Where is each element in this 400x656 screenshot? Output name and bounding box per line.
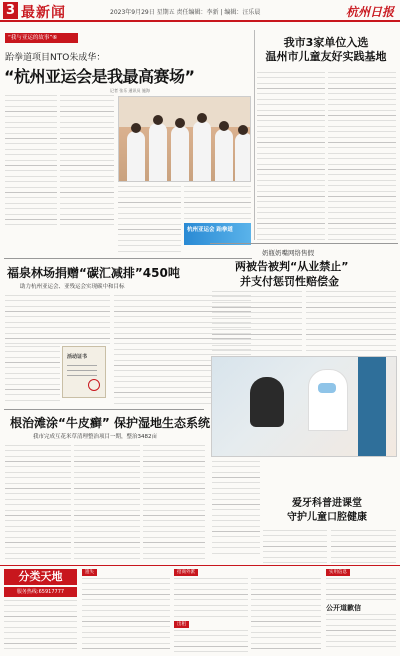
classifieds-title: 分类天地 <box>4 569 77 585</box>
right1-headline-line2: 温州市儿童友好实践基地 <box>265 50 387 63</box>
right1-headline-line1: 我市3家单位入选 <box>283 36 369 49</box>
right3-body-col1 <box>212 461 260 557</box>
article3-subtitle: 我市完成互花米草清理整治项目一期，整治3482亩 <box>33 434 157 440</box>
certificate-title: 活动证书 <box>67 354 88 360</box>
right2-headline-line1: 两被告被判“从业禁止” <box>235 260 349 273</box>
classified-section-0: 遗失 <box>82 569 97 576</box>
right1-body-col1 <box>257 72 325 240</box>
classifieds-body-col1 <box>4 600 77 652</box>
right3-body-col2 <box>263 530 327 563</box>
right3-headline-line1: 爱牙科普进课堂 <box>292 498 362 509</box>
issue-meta: 2023年9月29日 星期五 责任编辑：李新 | 编辑：汪乐晨 <box>110 9 261 16</box>
lead-photo <box>118 96 251 182</box>
classifieds-body-col3a <box>174 578 248 618</box>
classifieds-body-col3b <box>174 630 248 652</box>
right1-headline <box>256 36 396 64</box>
banner-text: 杭州亚运会 跆拳道 <box>187 227 233 233</box>
page-header <box>0 0 400 22</box>
column-rule <box>254 30 255 240</box>
asian-games-banner <box>184 223 251 245</box>
divider <box>4 409 204 410</box>
lead-subtitle: 跆拳道项目NTO朱成华： <box>5 53 106 63</box>
section-title: 最新闻 <box>21 5 66 21</box>
dental-class-photo <box>211 356 397 457</box>
series-tag: “我与亚运的故事”⑥ <box>5 33 78 43</box>
classifieds-body-col5a <box>326 578 396 600</box>
article2-headline: 福泉林场捐赠“碳汇减排”450吨 <box>7 266 180 280</box>
classified-section-3: 实用信息 <box>326 569 350 576</box>
divider <box>210 243 398 244</box>
right3-headline <box>262 497 392 525</box>
right2-headline-line2: 并支付惩罚性赔偿金 <box>240 275 339 288</box>
article3-body-col2 <box>74 445 140 560</box>
right2-body-col2 <box>306 291 396 353</box>
article2-body-col1 <box>5 295 110 345</box>
divider <box>0 565 400 566</box>
article2-body-col1b <box>5 346 60 405</box>
article2-subtitle: 助力杭州亚运会、亚残运会实现碳中和目标 <box>20 284 125 290</box>
classifieds-body-col5b <box>326 614 396 652</box>
lead-headline: “杭州亚运会是我最高赛场” <box>4 67 195 86</box>
lead-credit: 记者 张乐 通讯员 施海 <box>110 88 150 93</box>
classifieds-body-col2 <box>82 578 170 652</box>
classifieds-body-col4 <box>251 578 321 652</box>
page-number: 3 <box>3 2 18 19</box>
article3-headline: 根治滩涂“牛皮癣” 保护湿地生态系统 <box>10 416 210 430</box>
article3-body-col1 <box>5 445 71 560</box>
right2-body-col1 <box>212 291 302 353</box>
lead-body-col2 <box>60 95 114 228</box>
article3-body-col3 <box>143 445 205 560</box>
right1-body-col2 <box>328 72 396 240</box>
right3-headline-line2: 守护儿童口腔健康 <box>287 512 367 523</box>
newspaper-logo: 杭州日报 <box>345 5 394 19</box>
lead-body-col1 <box>5 95 57 228</box>
right3-body-col3 <box>331 530 396 563</box>
classified-section-1: 招商外派 <box>174 569 198 576</box>
certificate-image <box>62 346 106 398</box>
lead-body-col4 <box>184 186 251 220</box>
apology-notice-title: 公开道歉信 <box>326 604 361 612</box>
lead-body-col3 <box>118 186 181 253</box>
divider <box>4 258 252 259</box>
right2-kicker: 奶瓶奶嘴网络售假 <box>262 249 314 257</box>
seal-icon <box>88 379 100 391</box>
classified-section-2: 出租 <box>174 621 189 628</box>
classifieds-phone: 服务热线:65917777 <box>4 587 77 597</box>
